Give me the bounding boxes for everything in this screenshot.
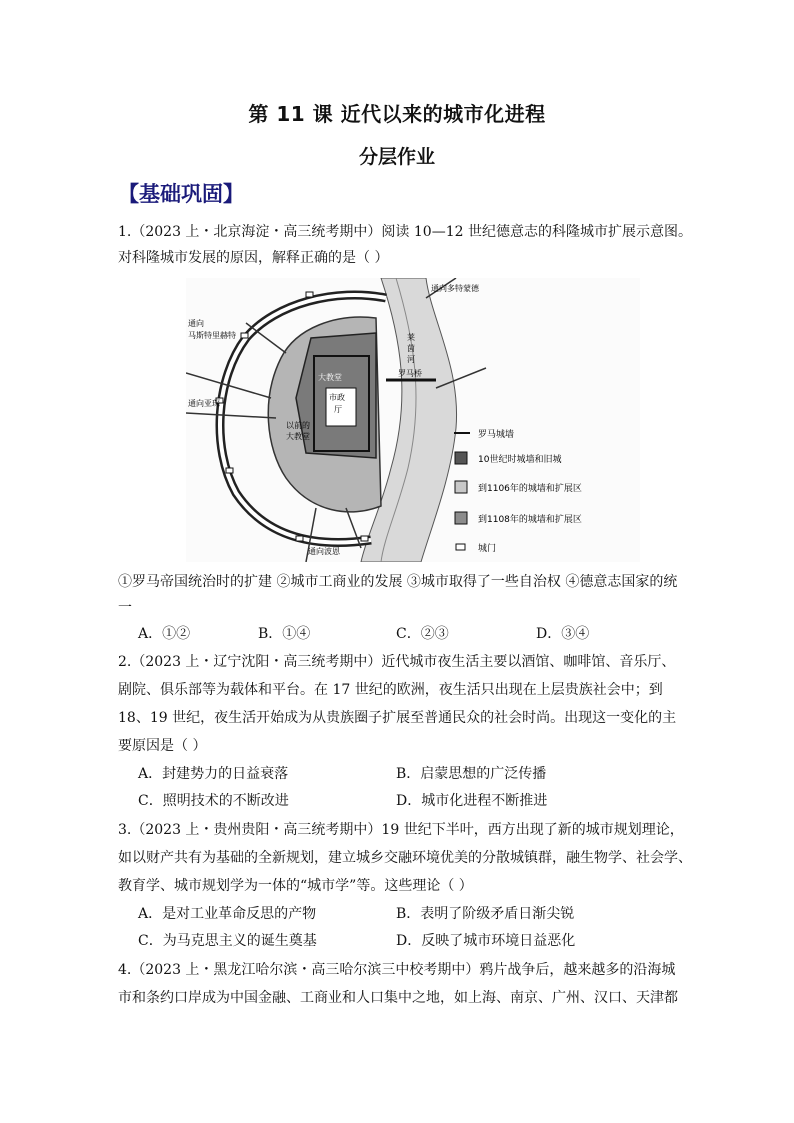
- section-heading: 【基础巩固】: [118, 182, 244, 206]
- label-old-cathedral-b: 大教堂: [286, 432, 310, 441]
- label-south: 通向波恩: [308, 547, 340, 556]
- q1-stem-line-1: 1.（2023 上・北京海淀・高三统考期中）阅读 10—12 世纪德意志的科隆城市扩展示意图。: [118, 224, 692, 240]
- label-north: 通向多特蒙德: [431, 284, 479, 293]
- q2-stem-line-1: 2.（2023 上・辽宁沈阳・高三统考期中）近代城市夜生活主要以酒馆、咖啡馆、音乐厅、: [118, 654, 676, 670]
- label-cathedral: 大教堂: [318, 373, 342, 382]
- q3-option-c[interactable]: C．为马克思主义的诞生奠基: [138, 933, 317, 949]
- q4-stem-line-1: 4.（2023 上・黑龙江哈尔滨・高三哈尔滨三中校考期中）鸦片战争后，越来越多的沿海城: [118, 962, 676, 978]
- cologne-expansion-map: [186, 278, 640, 562]
- q1-statements-line-1: ①罗马帝国统治时的扩建 ②城市工商业的发展 ③城市取得了一些自治权 ④德意志国家的统: [118, 574, 678, 590]
- label-old-cathedral-a: 以前的: [286, 421, 310, 430]
- q3-option-a[interactable]: A．是对工业革命反思的产物: [138, 906, 317, 922]
- q2-stem-line-4: 要原因是（ ）: [118, 738, 207, 754]
- legend-swatch-10th-century: [455, 452, 467, 464]
- q1-option-a[interactable]: A．①②: [138, 626, 191, 642]
- q2-option-c[interactable]: C．照明技术的不断改进: [138, 793, 289, 809]
- q2-option-a[interactable]: A．封建势力的日益衰落: [138, 766, 289, 782]
- q1-option-b[interactable]: B．①④: [258, 626, 311, 642]
- q3-stem-line-2: 如以财产共有为基础的全新规划，建立城乡交融环境优美的分散城镇群，融生物学、社会学、: [118, 850, 692, 866]
- legend-item-4: 到1108年的城墙和扩展区: [478, 515, 582, 525]
- legend-item-5: 城门: [478, 544, 497, 554]
- label-city-hall-b: 厅: [334, 405, 342, 414]
- label-bridge: 罗马桥: [398, 369, 422, 378]
- legend-swatch-gate: [456, 544, 465, 550]
- label-city-hall-a: 市政: [329, 393, 345, 402]
- label-west-2: 通向亚琛: [188, 399, 220, 408]
- legend-item-3: 到1106年的城墙和扩展区: [478, 484, 582, 494]
- label-west-1a: 通向: [188, 319, 204, 328]
- lesson-title: 第 11 课 近代以来的城市化进程: [248, 102, 546, 126]
- q2-stem-line-2: 剧院、俱乐部等为载体和平台。在 17 世纪的欧洲，夜生活只出现在上层贵族社会中；到: [118, 682, 663, 698]
- legend-swatch-1108: [455, 512, 467, 524]
- label-river-a: 莱: [407, 333, 415, 342]
- label-west-1b: 马斯特里赫特: [188, 331, 236, 340]
- q3-stem-line-3: 教育学、城市规划学为一体的“城市学”等。这些理论（ ）: [118, 878, 473, 894]
- q4-stem-line-2: 市和条约口岸成为中国金融、工商业和人口集中之地，如上海、南京、广州、汉口、天津都: [118, 990, 678, 1006]
- q3-stem-line-1: 3.（2023 上・贵州贵阳・高三统考期中）19 世纪下半叶，西方出现了新的城市规划理论，: [118, 822, 684, 838]
- legend-item-2: 10世纪时城墙和旧城: [478, 455, 562, 465]
- label-river-b: 茵: [407, 344, 415, 353]
- legend-swatch-1106: [455, 481, 467, 493]
- q2-stem-line-3: 18、19 世纪，夜生活开始成为从贵族圈子扩展至普通民众的社会时尚。出现这一变化的主: [118, 710, 677, 726]
- q1-stem-line-2: 对科隆城市发展的原因，解释正确的是（ ）: [118, 250, 389, 266]
- legend-item-1: 罗马城墙: [478, 430, 515, 440]
- q2-option-d[interactable]: D．城市化进程不断推进: [396, 793, 548, 809]
- q1-option-c[interactable]: C．②③: [396, 626, 449, 642]
- label-river-c: 河: [407, 355, 415, 364]
- q2-option-b[interactable]: B．启蒙思想的广泛传播: [396, 766, 547, 782]
- page-subtitle: 分层作业: [358, 146, 435, 168]
- q3-option-d[interactable]: D．反映了城市环境日益恶化: [396, 933, 576, 949]
- q1-statements-line-2: 一: [118, 600, 132, 616]
- q1-option-d[interactable]: D．③④: [536, 626, 590, 642]
- q3-option-b[interactable]: B．表明了阶级矛盾日渐尖锐: [396, 906, 575, 922]
